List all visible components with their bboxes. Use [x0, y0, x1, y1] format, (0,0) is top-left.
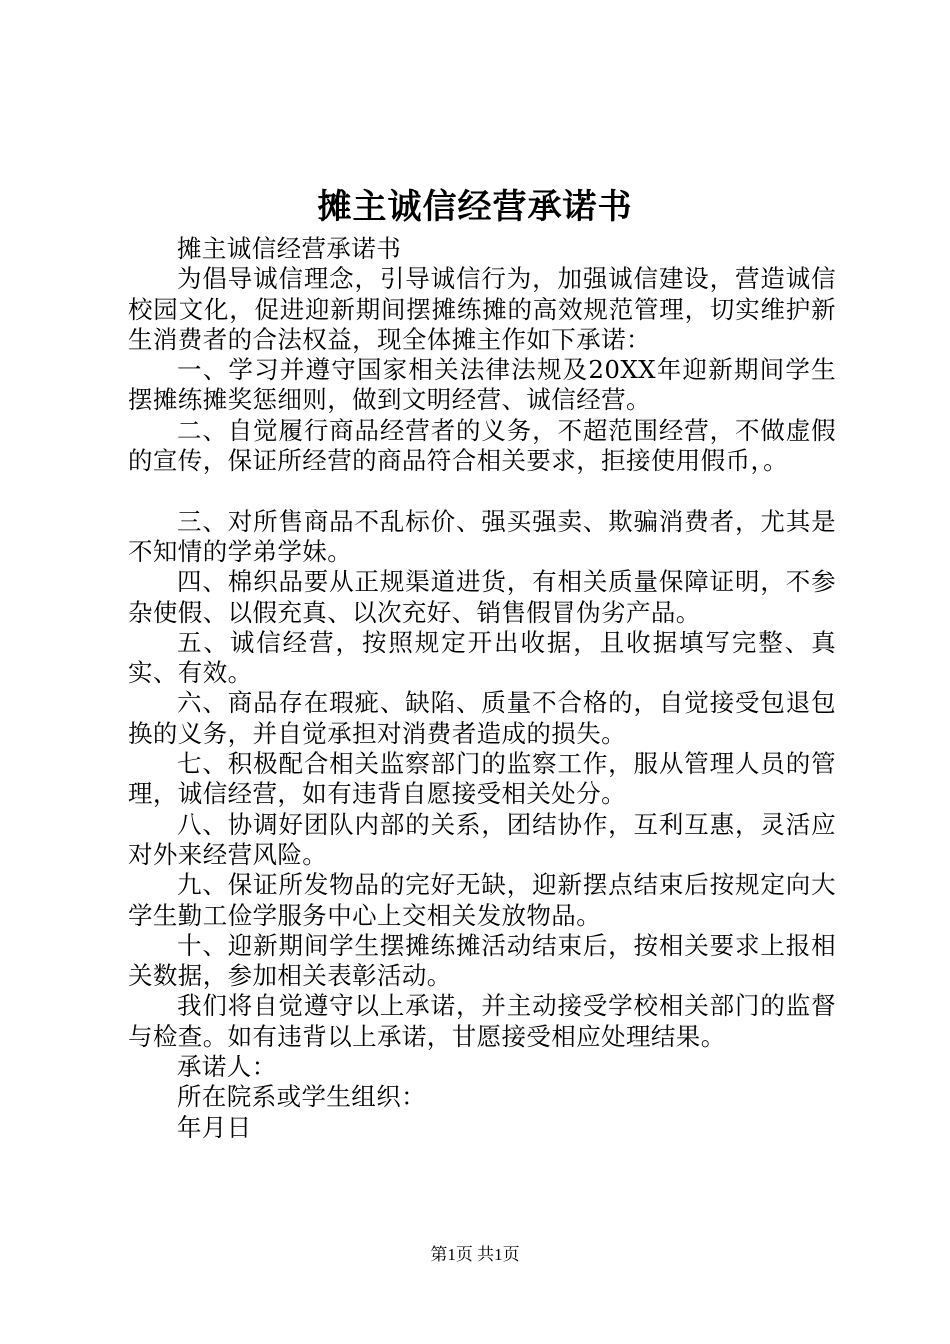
page-footer: 第1页 共1页: [430, 1245, 520, 1264]
document-title: 摊主诚信经营承诺书: [317, 187, 633, 227]
body-paragraph: 四、棉织品要从正规渠道进货，有相关质量保障证明，不参杂使假、以假充真、以次充好、销售假冒伪劣产品。: [128, 567, 836, 627]
document-body: [128, 234, 836, 1143]
body-paragraph: 六、商品存在瑕疵、缺陷、质量不合格的，自觉接受包退包换的义务，并自觉承担对消费者造成的损失。: [128, 688, 836, 748]
body-paragraph: 二、自觉履行商品经营者的义务，不超范围经营，不做虚假的宣传，保证所经营的商品符合相关要求，拒接使用假币，。: [128, 415, 836, 476]
body-paragraph: 摊主诚信经营承诺书: [177, 234, 402, 263]
body-paragraph: 我们将自觉遵守以上承诺，并主动接受学校相关部门的监督与检查。如有违背以上承诺，甘愿接受相应处理结果。: [128, 991, 836, 1051]
body-paragraph: 一、学习并遵守国家相关法律法规及20XX年迎新期间学生摆摊练摊奖惩细则，做到文明经营、诚信经营。: [128, 355, 836, 415]
body-paragraph: 三、对所售商品不乱标价、强买强卖、欺骗消费者，尤其是不知情的学弟学妹。: [128, 506, 836, 566]
body-paragraph: 五、诚信经营，按照规定开出收据，且收据填写完整、真实、有效。: [128, 627, 836, 688]
signature-line-promisor: 承诺人：: [177, 1052, 277, 1082]
body-paragraph: 十、迎新期间学生摆摊练摊活动结束后，按相关要求上报相关数据，参加相关表彰活动。: [128, 930, 836, 991]
body-paragraph: 九、保证所发物品的完好无缺，迎新摆点结束后按规定向大学生勤工俭学服务中心上交相关发放物品。: [128, 870, 836, 930]
body-paragraph: 为倡导诚信理念，引导诚信行为，加强诚信建设，营造诚信校园文化，促进迎新期间摆摊练摊的高效规范管理，切实维护新生消费者的合法权益，现全体摊主作如下承诺：: [128, 264, 836, 354]
body-paragraph: 七、积极配合相关监察部门的监察工作，服从管理人员的管理，诚信经营，如有违背自愿接受相关处分。: [128, 749, 836, 809]
body-paragraph: 八、协调好团队内部的关系，团结协作，互利互惠，灵活应对外来经营风险。: [128, 809, 836, 869]
signature-line-department: 所在院系或学生组织：: [177, 1082, 426, 1112]
signature-line-date: 年月日: [177, 1112, 252, 1142]
